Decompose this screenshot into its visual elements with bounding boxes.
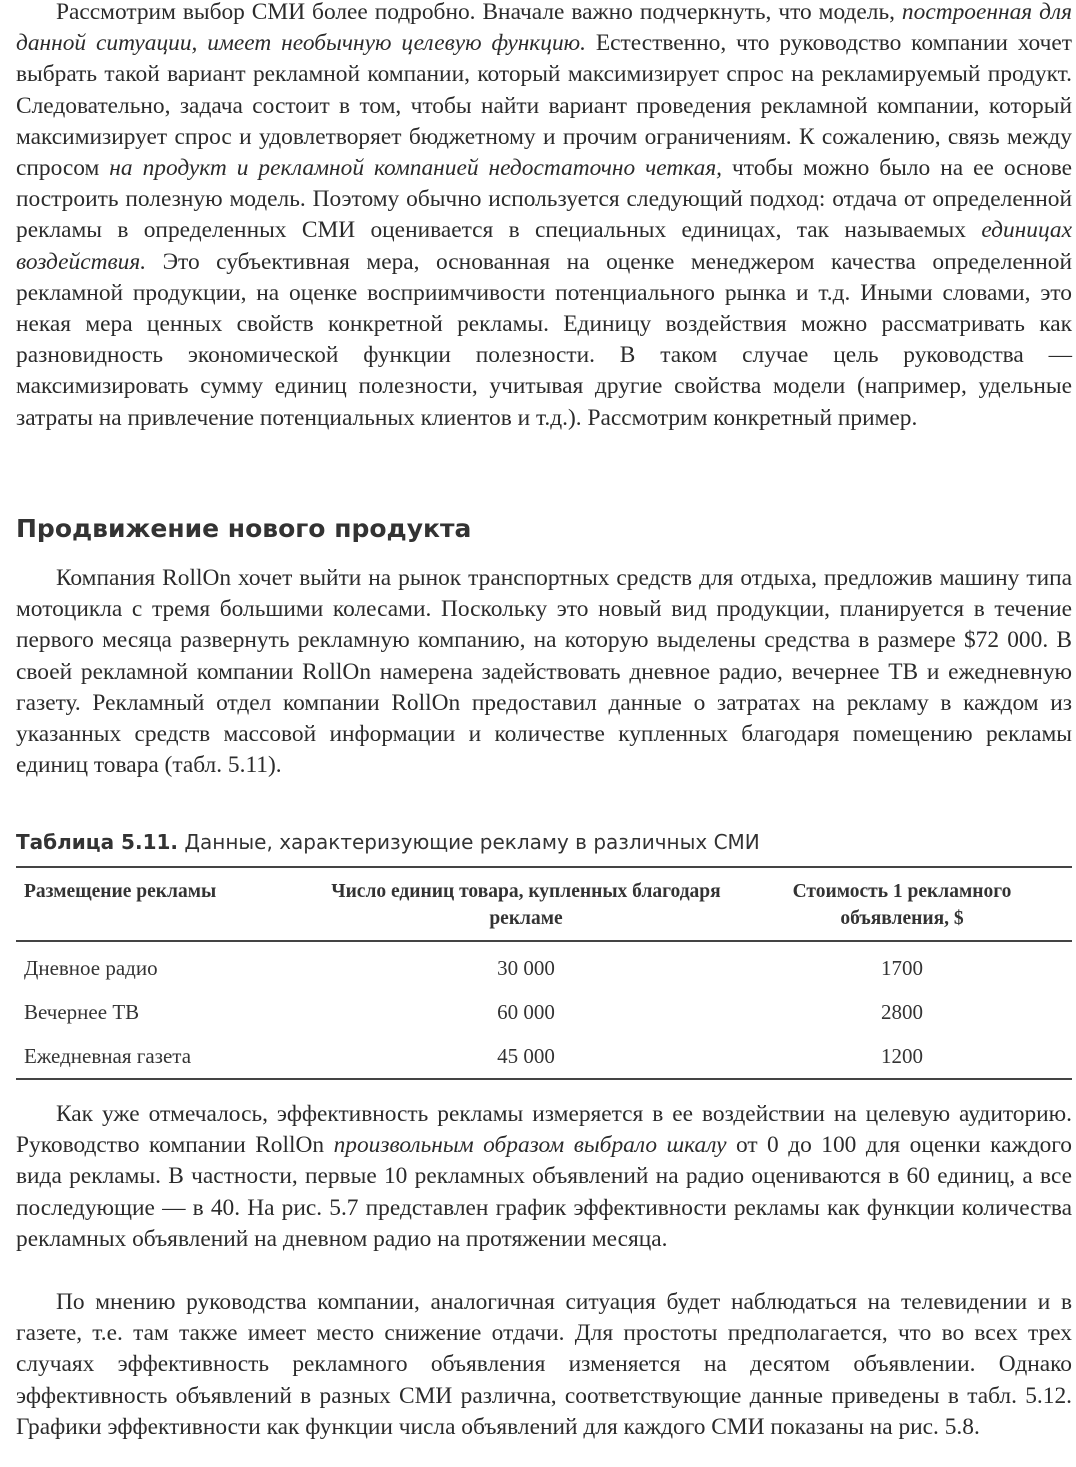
table-caption-label: Таблица 5.11.: [16, 830, 178, 854]
emphasis-text: на продукт и рекламной компанией недостаточно четкая,: [109, 155, 723, 182]
cell-units-sold: 45 000: [497, 1043, 555, 1068]
table-row: [16, 1034, 1072, 1079]
text-run: Рассмотрим выбор СМИ более подробно. Вначале важно подчеркнуть, что модель,: [56, 0, 902, 25]
table-row: [16, 941, 1072, 990]
cell-placement: Дневное радио: [24, 955, 158, 980]
text-run: Как уже отмечалось, эффективность рекламы измеряется в ее воздействии на целевую аудиторию. Руководство компании RollOn: [16, 1101, 1072, 1159]
text-run: Естественно, что руководство компании хочет выбрать такой вариант рекламной компании, который максимизирует спрос на рекламируемый продукт. Следовательно, задача состоит в том, чтобы найти вариант проведения рекламной компании, который максимизирует спрос и удовлетворяет бюджетному и прочим ограничениям. К сожалению, связь между спросом: [16, 30, 1072, 182]
table-caption-text: Данные, характеризующие рекламу в различных СМИ: [178, 830, 760, 854]
header-units-sold: Число единиц товара, купленных благодаря рекламе: [331, 881, 721, 929]
cell-placement: Ежедневная газета: [24, 1043, 192, 1068]
cell-placement: Вечернее ТВ: [24, 999, 140, 1024]
text-run: Это субъективная мера, основанная на оценке менеджером качества определенной рекламной продукции, на оценке восприимчивости потенциального рынка и т.д. Иными словами, это некая мера ценных свойств конкретной рекламы. Единицу воздействия можно рассматривать как разновидность экономической функции полезности. В таком случае цель руководства — максимизировать сумму единиц полезности, учитывая другие свойства модели (например, удельные затраты на привлечение потенциальных клиентов и т.д.). Рассмотрим конкретный пример.: [16, 248, 1072, 431]
header-ad-cost: Стоимость 1 рекламного объявления, $: [792, 881, 1012, 929]
cell-ad-cost: 1200: [881, 1043, 923, 1068]
cell-units-sold: 30 000: [497, 955, 555, 980]
text-run: чтобы можно было на ее основе построить полезную модель. Поэтому обычно используется следующий подход: отдача от определенной рекламы в определенных СМИ оценивается в специальных единицах, так называемых: [16, 155, 1073, 244]
cell-ad-cost: 2800: [881, 999, 923, 1024]
table-row: [16, 990, 1072, 1034]
effectiveness-paragraph: [16, 1099, 1072, 1255]
rollon-paragraph: Компания RollOn хочет выйти на рынок транспортных средств для отдыха, предложив машину типа мотоцикла с тремя большими колесами. Поскольку это новый вид продукции, планируется в течение первого месяца развернуть рекламную компанию, на которую выделены средства в размере $72 000. В своей рекламной компании RollOn намерена задействовать дневное радио, вечернее ТВ и ежедневную газету. Рекламный отдел компании RollOn предоставил данные о затратах на рекламу в каждом из указанных средств массовой информации и количестве купленных благодаря помещению рекламы единиц товара (табл. 5.11).: [16, 565, 1072, 779]
advertising-data-table: [16, 866, 1072, 1080]
text-run: от 0 до 100 для оценки каждого вида рекламы. В частности, первые 10 рекламных объявлений на радио оцениваются в 60 единиц, а все последующие — в 40. На рис. 5.7 представлен график эффективности рекламы как функции количества рекламных объявлений на дневном радио на протяжении месяца.: [16, 1132, 1072, 1252]
intro-paragraph: [16, 0, 1072, 434]
section-heading: Продвижение нового продукта: [16, 514, 472, 543]
table-header-row: [16, 867, 1072, 941]
header-placement: Размещение рекламы: [24, 881, 217, 902]
emphasis-text: построенная для данной ситуации, имеет необычную целевую функцию.: [16, 0, 1072, 57]
management-opinion-paragraph: По мнению руководства компании, аналогичная ситуация будет наблюдаться на телевидении и в газете, т.е. там также имеет место снижение отдачи. Для простоты предполагается, что во всех трех случаях эффективность рекламного объявления изменяется на десятом объявлении. Однако эффективность объявлений в разных СМИ различна, соответствующие данные приведены в табл. 5.12. Графики эффективности как функции числа объявлений для каждого СМИ показаны на рис. 5.8.: [16, 1289, 1072, 1440]
cell-ad-cost: 1700: [881, 955, 923, 980]
emphasis-text: единицах воздействия.: [16, 217, 1072, 275]
emphasis-text: произвольным образом выбрало шкалу: [333, 1132, 727, 1159]
table-caption: [16, 830, 760, 854]
cell-units-sold: 60 000: [497, 999, 555, 1024]
